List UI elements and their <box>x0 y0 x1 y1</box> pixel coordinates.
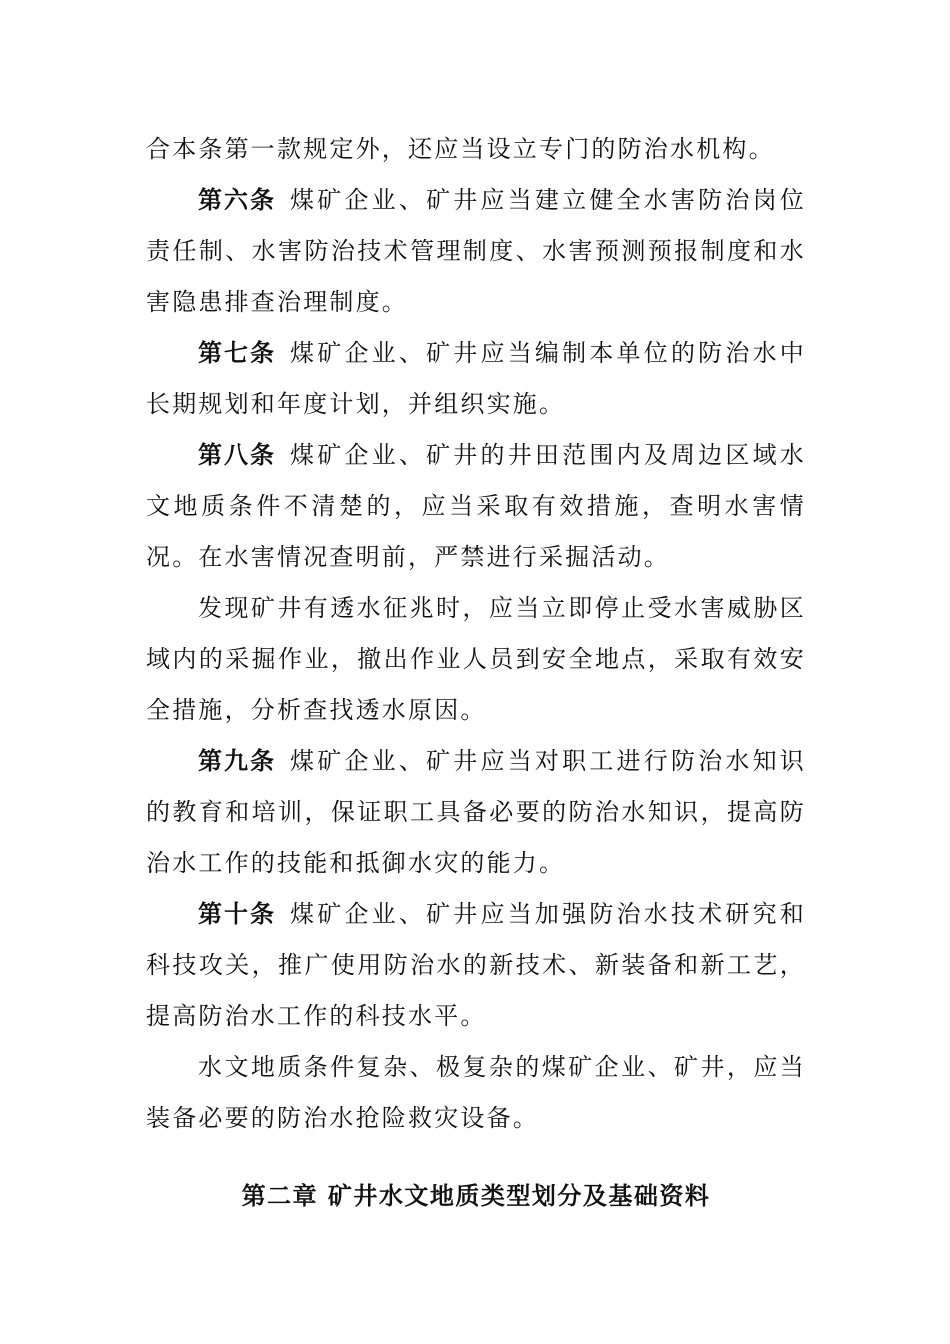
article-number: 第七条 <box>198 339 277 367</box>
continuation-paragraph: 合本条第一款规定外，还应当设立专门的防治水机构。 <box>146 135 775 163</box>
article-number: 第六条 <box>198 186 277 214</box>
article-text: 煤矿企业、矿井应当加强防治水技术研究和科技攻关，推广使用防治水的新技术、新装备和新工艺，提高防治水工作的科技水平。 <box>146 900 806 1030</box>
article-text: 煤矿企业、矿井应当建立健全水害防治岗位责任制、水害防治技术管理制度、水害预测预报制度和水害隐患排查治理制度。 <box>146 186 806 316</box>
article-number: 第九条 <box>198 747 277 775</box>
article-8-paragraph-2: 发现矿井有透水征兆时，应当立即停止受水害威胁区域内的采掘作业，撤出作业人员到安全地点，采取有效安全措施，分析查找透水原因。 <box>146 594 806 724</box>
article-7 <box>146 328 806 430</box>
article-text: 煤矿企业、矿井应当对职工进行防治水知识的教育和培训，保证职工具备必要的防治水知识，提高防治水工作的技能和抵御水灾的能力。 <box>146 747 806 877</box>
body-text <box>146 124 806 1144</box>
article-9 <box>146 736 806 889</box>
article-10-paragraph-2: 水文地质条件复杂、极复杂的煤矿企业、矿井，应当装备必要的防治水抢险救灾设备。 <box>146 1053 806 1132</box>
article-number: 第十条 <box>198 900 277 928</box>
article-text: 煤矿企业、矿井的井田范围内及周边区域水文地质条件不清楚的，应当采取有效措施，查明水害情况。在水害情况查明前，严禁进行采掘活动。 <box>146 441 806 571</box>
chapter-heading: 第二章 矿井水文地质类型划分及基础资料 <box>241 1182 711 1210</box>
article-text: 煤矿企业、矿井应当编制本单位的防治水中长期规划和年度计划，并组织实施。 <box>146 339 806 418</box>
article-8 <box>146 430 806 583</box>
article-number: 第八条 <box>198 441 277 469</box>
article-6 <box>146 175 806 328</box>
article-10 <box>146 889 806 1042</box>
